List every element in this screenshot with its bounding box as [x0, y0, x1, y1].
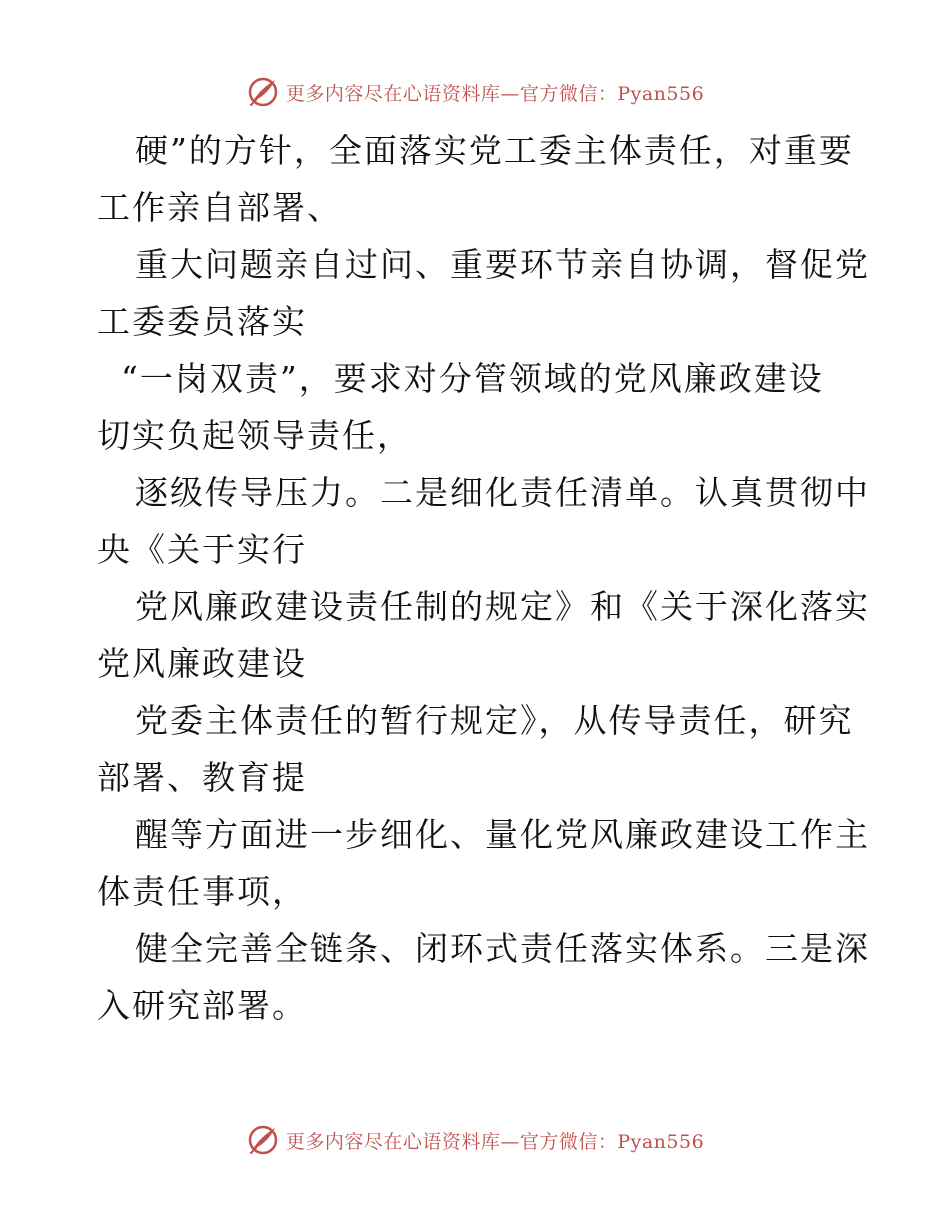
paragraph-line: 体责任事项， — [97, 872, 307, 911]
paragraph — [97, 122, 857, 236]
paragraph-line: 硬”的方针，全面落实党工委主体责任，对重要 — [135, 131, 854, 170]
paragraph — [97, 578, 870, 692]
paragraph-line: 党风廉政建设 — [97, 644, 307, 683]
paragraph-line: 党委主体责任的暂行规定》，从传导责任，研究 — [135, 701, 854, 740]
paragraph — [97, 236, 870, 350]
paragraph-line: 重大问题亲自过问、重要环节亲自协调，督促党 — [135, 245, 870, 284]
paragraph-line: 工作亲自部署、 — [97, 188, 342, 227]
paragraph — [97, 350, 857, 464]
paragraph-line: 工委委员落实 — [97, 302, 307, 341]
paragraph-line: 党风廉政建设责任制的规定》和《关于深化落实 — [135, 587, 870, 626]
paragraph-line: 央《关于实行 — [97, 530, 307, 569]
footer-watermark — [0, 1120, 950, 1160]
watermark-text: 更多内容尽在心语资料库—官方微信：Pyan556 — [285, 82, 705, 105]
paragraph — [97, 920, 870, 1034]
paragraph — [97, 464, 870, 578]
document-body — [97, 122, 870, 1034]
paragraph-line: “一岗双责”，要求对分管领域的党风廉政建设 — [121, 359, 824, 398]
paragraph-line: 逐级传导压力。二是细化责任清单。认真贯彻中 — [135, 473, 870, 512]
header-watermark — [0, 72, 950, 112]
paragraph-line: 醒等方面进一步细化、量化党风廉政建设工作主 — [135, 815, 870, 854]
paragraph-line: 切实负起领导责任， — [97, 416, 412, 455]
watermark-text: 更多内容尽在心语资料库—官方微信：Pyan556 — [285, 1130, 705, 1153]
paragraph-line: 入研究部署。 — [97, 986, 307, 1025]
feather-pen-circle-icon — [246, 75, 280, 109]
paragraph — [97, 806, 870, 920]
paragraph — [97, 692, 857, 806]
paragraph-line: 健全完善全链条、闭环式责任落实体系。三是深 — [135, 929, 870, 968]
feather-pen-circle-icon — [246, 1123, 280, 1157]
paragraph-line: 部署、教育提 — [97, 758, 307, 797]
